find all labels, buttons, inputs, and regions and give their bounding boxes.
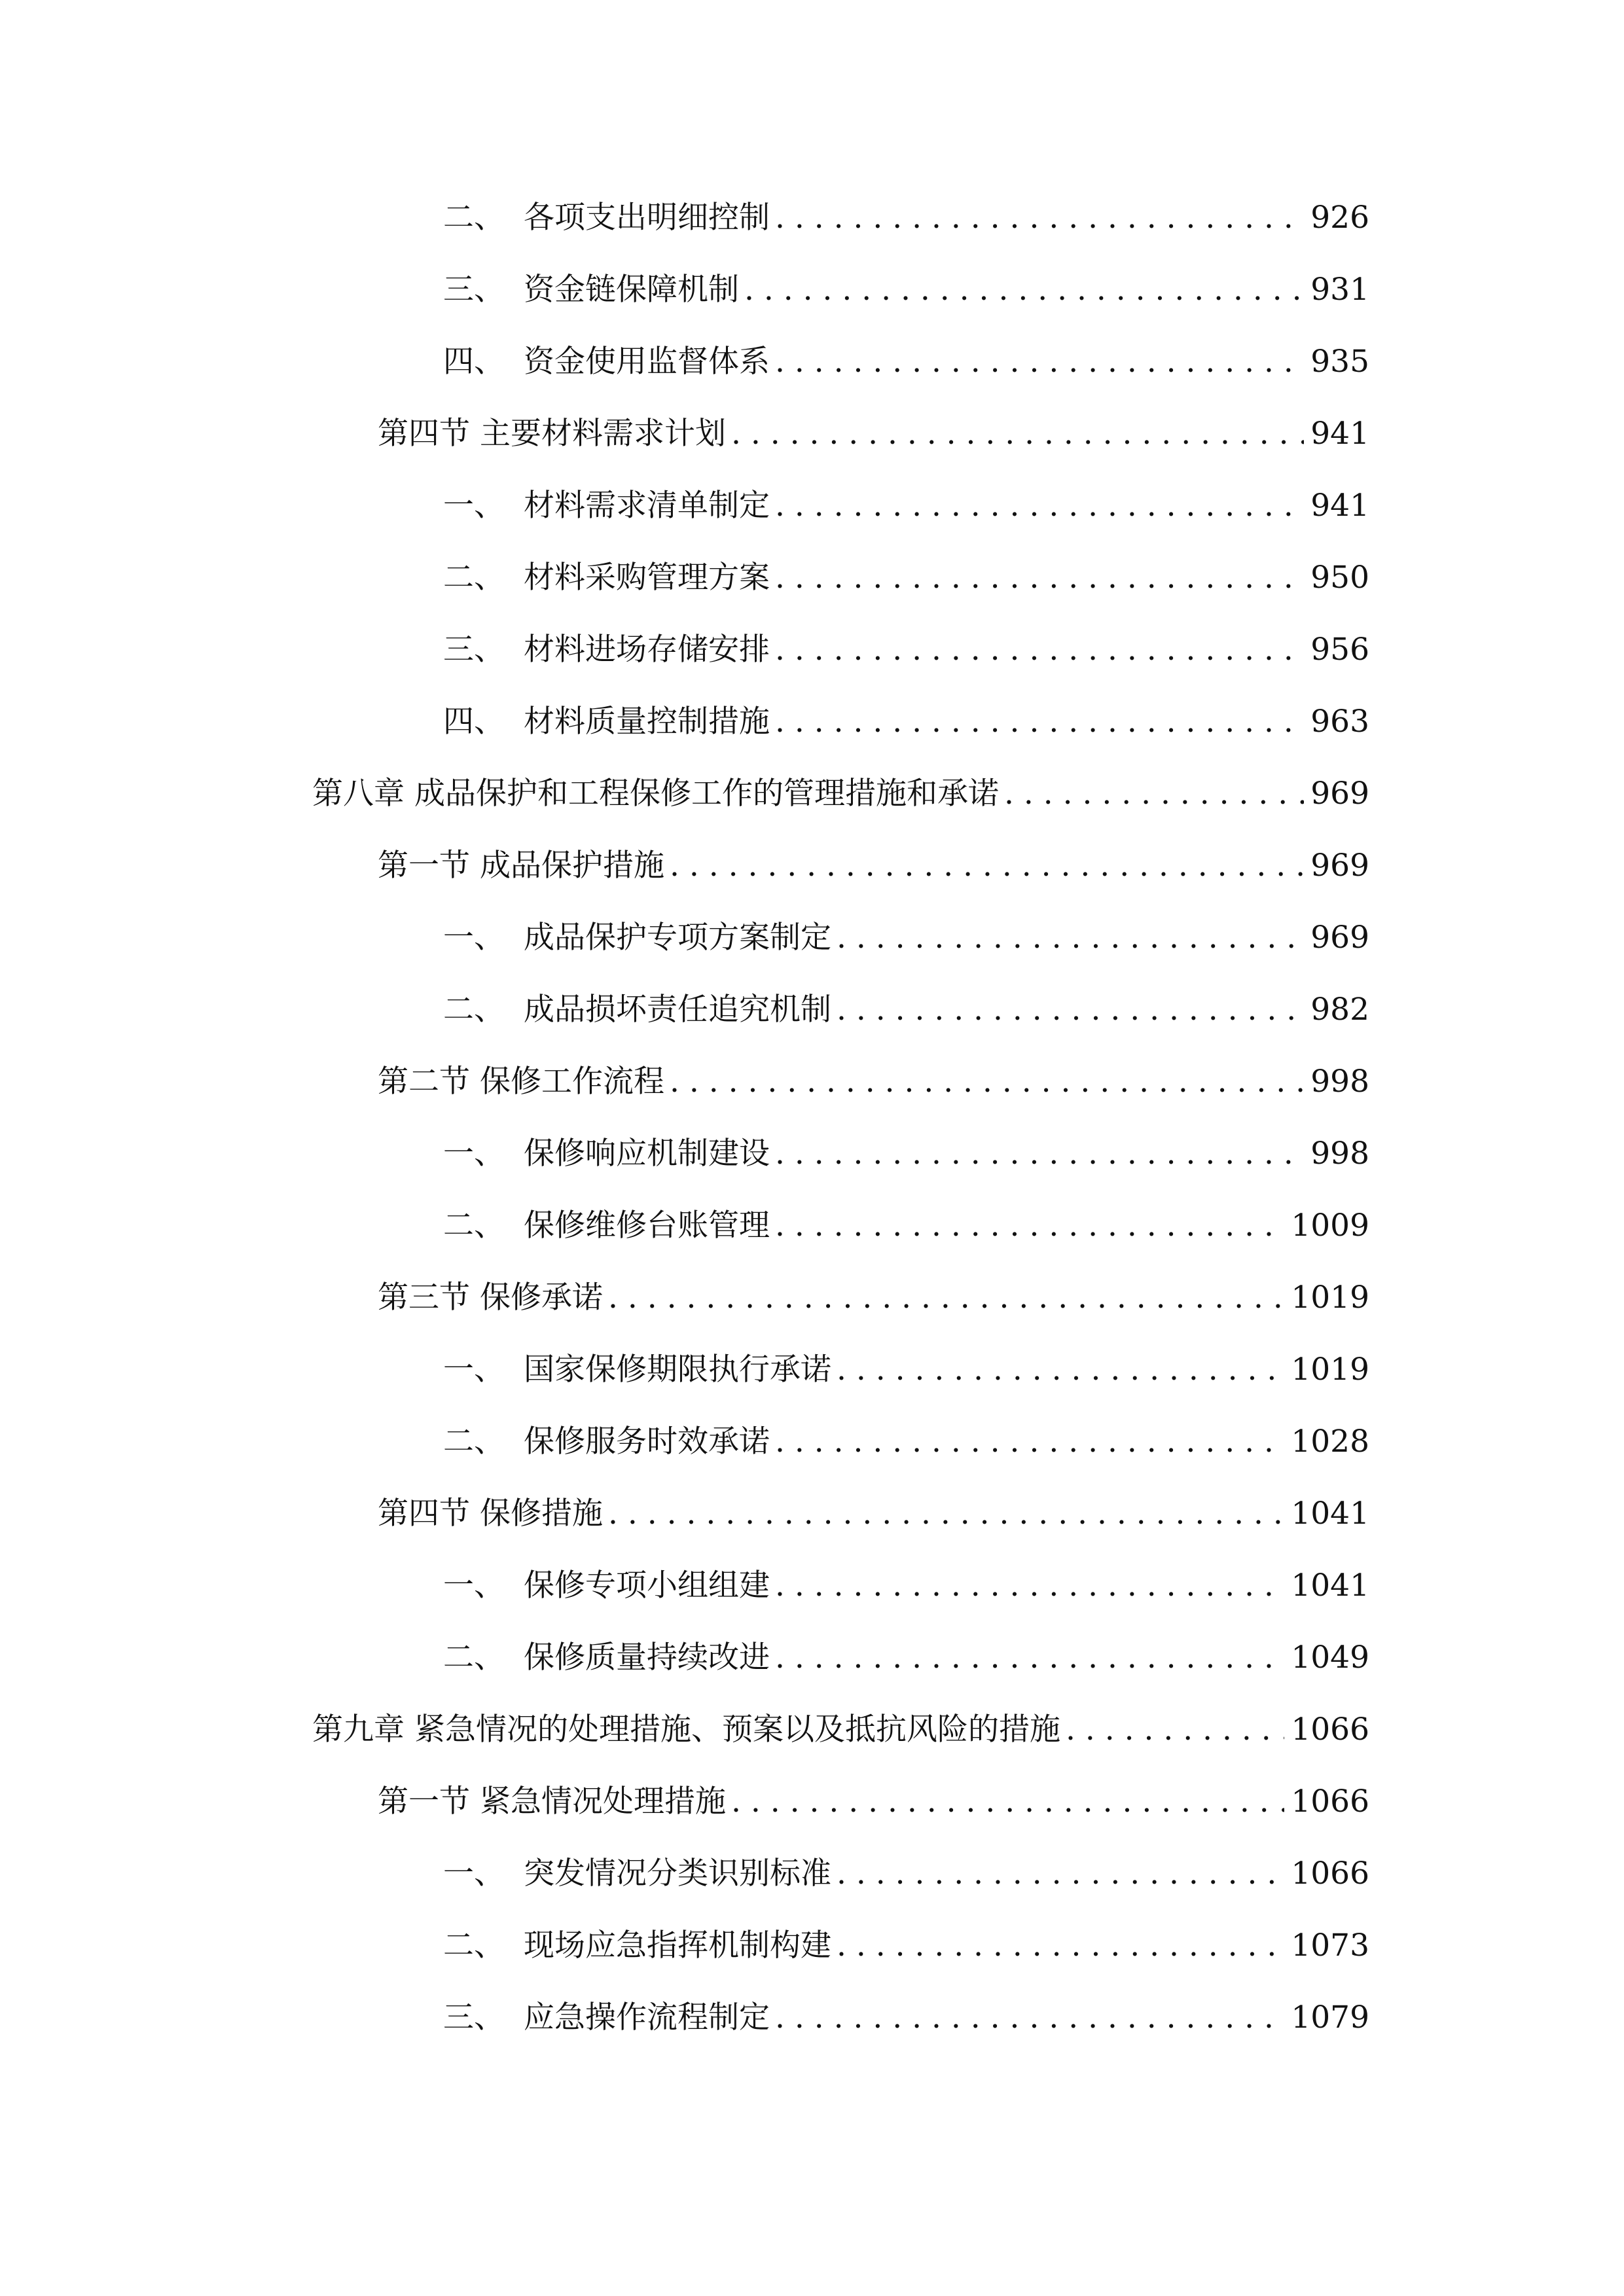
toc-entry-title: 应急操作流程制定 bbox=[524, 2000, 770, 2036]
toc-dot-leader bbox=[775, 1982, 1284, 2054]
toc-entry-title: 资金链保障机制 bbox=[524, 272, 739, 308]
toc-entry-title: 第三节 保修承诺 bbox=[378, 1280, 603, 1316]
toc-dot-leader bbox=[837, 902, 1304, 974]
toc-entry-page: 982 bbox=[1310, 992, 1369, 1028]
toc-entry-page: 941 bbox=[1310, 416, 1369, 452]
toc-entry-number: 二、 bbox=[443, 1208, 505, 1244]
toc-entry[interactable] bbox=[0, 1334, 1624, 1406]
toc-entry-title: 第四节 主要材料需求计划 bbox=[378, 416, 726, 452]
toc-entry-title: 材料质量控制措施 bbox=[524, 704, 770, 740]
toc-entry[interactable] bbox=[0, 1838, 1624, 1910]
toc-entry-page: 1041 bbox=[1291, 1496, 1369, 1532]
toc-entry[interactable] bbox=[0, 614, 1624, 686]
toc-entry-page: 956 bbox=[1310, 632, 1369, 668]
toc-section-entry[interactable] bbox=[0, 1046, 1624, 1118]
toc-entry-page: 1073 bbox=[1291, 1928, 1369, 1964]
toc-chapter-entry[interactable] bbox=[0, 758, 1624, 830]
toc-dot-leader bbox=[837, 1334, 1284, 1406]
toc-entry-title: 成品保护专项方案制定 bbox=[524, 920, 831, 956]
toc-chapter-entry[interactable] bbox=[0, 1694, 1624, 1766]
toc-entry-number: 二、 bbox=[443, 1424, 505, 1460]
toc-entry-title: 保修专项小组组建 bbox=[524, 1568, 770, 1604]
toc-entry-number: 三、 bbox=[443, 632, 505, 668]
toc-entry[interactable] bbox=[0, 1982, 1624, 2054]
toc-entry-page: 935 bbox=[1310, 344, 1369, 380]
toc-dot-leader bbox=[837, 974, 1304, 1046]
toc-entry-number: 二、 bbox=[443, 1928, 505, 1964]
toc-dot-leader bbox=[744, 254, 1304, 326]
toc-section-entry[interactable] bbox=[0, 398, 1624, 470]
toc-dot-leader bbox=[775, 686, 1304, 758]
toc-dot-leader bbox=[1066, 1694, 1284, 1766]
toc-entry-page: 1066 bbox=[1291, 1856, 1369, 1892]
toc-entry-title: 现场应急指挥机制构建 bbox=[524, 1928, 831, 1964]
table-of-contents bbox=[0, 182, 1624, 2054]
toc-dot-leader bbox=[775, 1190, 1284, 1262]
toc-entry-page: 963 bbox=[1310, 704, 1369, 740]
toc-dot-leader bbox=[775, 1118, 1304, 1190]
toc-entry-number: 二、 bbox=[443, 200, 505, 236]
toc-entry-title: 资金使用监督体系 bbox=[524, 344, 770, 380]
toc-entry-title: 第一节 紧急情况处理措施 bbox=[378, 1784, 726, 1820]
toc-entry-title: 第二节 保修工作流程 bbox=[378, 1064, 664, 1100]
toc-entry[interactable] bbox=[0, 1910, 1624, 1982]
toc-entry[interactable] bbox=[0, 1550, 1624, 1622]
toc-dot-leader bbox=[775, 1406, 1284, 1478]
toc-section-entry[interactable] bbox=[0, 1478, 1624, 1550]
toc-dot-leader bbox=[1004, 758, 1304, 830]
toc-entry-number: 一、 bbox=[443, 920, 505, 956]
toc-entry-title: 成品损坏责任追究机制 bbox=[524, 992, 831, 1028]
toc-entry-page: 969 bbox=[1310, 776, 1369, 812]
toc-entry-number: 二、 bbox=[443, 560, 505, 596]
toc-entry-title: 保修质量持续改进 bbox=[524, 1640, 770, 1676]
toc-dot-leader bbox=[775, 182, 1304, 254]
toc-entry-title: 材料进场存储安排 bbox=[524, 632, 770, 668]
toc-entry-page: 931 bbox=[1310, 272, 1369, 308]
toc-dot-leader bbox=[608, 1478, 1284, 1550]
toc-entry-page: 950 bbox=[1310, 560, 1369, 596]
toc-entry[interactable] bbox=[0, 686, 1624, 758]
toc-entry-page: 1079 bbox=[1291, 2000, 1369, 2036]
toc-entry-number: 一、 bbox=[443, 1352, 505, 1388]
toc-entry-page: 1066 bbox=[1291, 1784, 1369, 1820]
toc-entry-title: 第一节 成品保护措施 bbox=[378, 848, 664, 884]
toc-dot-leader bbox=[775, 1550, 1284, 1622]
toc-dot-leader bbox=[775, 614, 1304, 686]
toc-entry-page: 1019 bbox=[1291, 1280, 1369, 1316]
toc-dot-leader bbox=[608, 1262, 1284, 1334]
toc-entry-number: 三、 bbox=[443, 2000, 505, 2036]
toc-entry-number: 一、 bbox=[443, 488, 505, 524]
toc-entry[interactable] bbox=[0, 902, 1624, 974]
toc-entry-page: 1028 bbox=[1291, 1424, 1369, 1460]
toc-dot-leader bbox=[670, 1046, 1304, 1118]
toc-entry[interactable] bbox=[0, 254, 1624, 326]
toc-entry-title: 第四节 保修措施 bbox=[378, 1496, 603, 1532]
toc-entry[interactable] bbox=[0, 326, 1624, 398]
toc-entry-number: 一、 bbox=[443, 1856, 505, 1892]
toc-entry-title: 第九章 紧急情况的处理措施、预案以及抵抗风险的措施 bbox=[312, 1712, 1060, 1748]
toc-entry[interactable] bbox=[0, 542, 1624, 614]
toc-section-entry[interactable] bbox=[0, 830, 1624, 902]
toc-entry-number: 三、 bbox=[443, 272, 505, 308]
toc-entry-title: 保修服务时效承诺 bbox=[524, 1424, 770, 1460]
toc-entry-page: 969 bbox=[1310, 848, 1369, 884]
toc-entry-title: 材料需求清单制定 bbox=[524, 488, 770, 524]
toc-entry-number: 一、 bbox=[443, 1568, 505, 1604]
toc-entry-number: 二、 bbox=[443, 992, 505, 1028]
toc-dot-leader bbox=[775, 1622, 1284, 1694]
toc-dot-leader bbox=[731, 398, 1304, 470]
toc-entry-page: 969 bbox=[1310, 920, 1369, 956]
toc-entry[interactable] bbox=[0, 1190, 1624, 1262]
toc-entry[interactable] bbox=[0, 974, 1624, 1046]
toc-entry-page: 998 bbox=[1310, 1064, 1369, 1100]
toc-entry-page: 1019 bbox=[1291, 1352, 1369, 1388]
toc-dot-leader bbox=[775, 326, 1304, 398]
toc-entry-title: 保修维修台账管理 bbox=[524, 1208, 770, 1244]
toc-entry-number: 一、 bbox=[443, 1136, 505, 1172]
toc-section-entry[interactable] bbox=[0, 1262, 1624, 1334]
toc-entry-title: 各项支出明细控制 bbox=[524, 200, 770, 236]
toc-entry[interactable] bbox=[0, 1406, 1624, 1478]
toc-entry-page: 998 bbox=[1310, 1136, 1369, 1172]
toc-entry-title: 突发情况分类识别标准 bbox=[524, 1856, 831, 1892]
toc-entry[interactable] bbox=[0, 470, 1624, 542]
toc-entry-title: 第八章 成品保护和工程保修工作的管理措施和承诺 bbox=[312, 776, 999, 812]
toc-dot-leader bbox=[775, 542, 1304, 614]
toc-entry-page: 926 bbox=[1310, 200, 1369, 236]
toc-entry-page: 1041 bbox=[1291, 1568, 1369, 1604]
toc-entry-title: 国家保修期限执行承诺 bbox=[524, 1352, 831, 1388]
toc-entry[interactable] bbox=[0, 182, 1624, 254]
toc-dot-leader bbox=[837, 1910, 1284, 1982]
toc-dot-leader bbox=[837, 1838, 1284, 1910]
toc-entry-page: 1049 bbox=[1291, 1640, 1369, 1676]
toc-entry-page: 941 bbox=[1310, 488, 1369, 524]
toc-dot-leader bbox=[731, 1766, 1284, 1838]
toc-entry-title: 材料采购管理方案 bbox=[524, 560, 770, 596]
toc-section-entry[interactable] bbox=[0, 1766, 1624, 1838]
toc-entry[interactable] bbox=[0, 1118, 1624, 1190]
toc-dot-leader bbox=[670, 830, 1304, 902]
toc-entry-page: 1009 bbox=[1291, 1208, 1369, 1244]
toc-entry-page: 1066 bbox=[1291, 1712, 1369, 1748]
toc-entry[interactable] bbox=[0, 1622, 1624, 1694]
toc-entry-title: 保修响应机制建设 bbox=[524, 1136, 770, 1172]
toc-dot-leader bbox=[775, 470, 1304, 542]
toc-entry-number: 四、 bbox=[443, 704, 505, 740]
toc-entry-number: 二、 bbox=[443, 1640, 505, 1676]
toc-entry-number: 四、 bbox=[443, 344, 505, 380]
